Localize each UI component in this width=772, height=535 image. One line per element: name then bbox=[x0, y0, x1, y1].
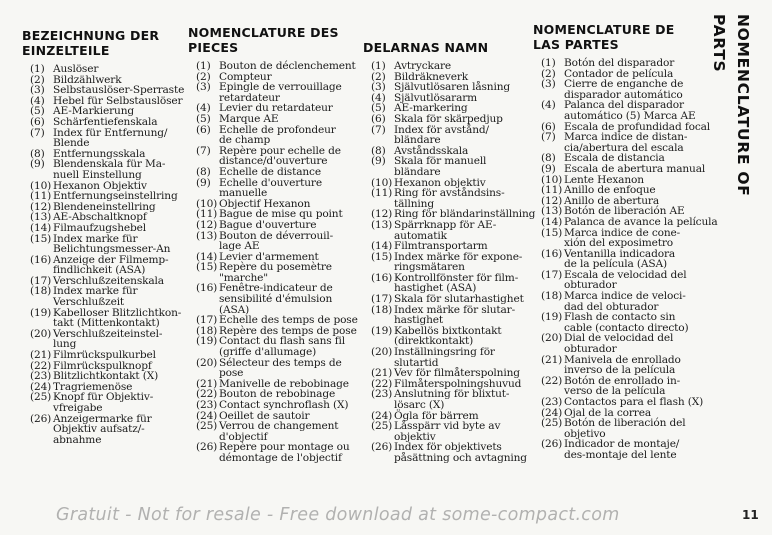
part-number: (8) bbox=[371, 144, 386, 157]
part-item bbox=[188, 125, 358, 146]
part-number: (5) bbox=[196, 112, 211, 125]
part-number: (23) bbox=[30, 370, 52, 383]
part-item bbox=[533, 376, 718, 397]
part-name: Epingle de verrouillage retardateur bbox=[219, 81, 342, 104]
part-number: (20) bbox=[196, 356, 218, 369]
part-number: (18) bbox=[196, 324, 218, 337]
part-name: Hexanon objektiv bbox=[394, 176, 486, 189]
part-name: Objectif Hexanon bbox=[219, 197, 311, 210]
part-name: Låsspärr vid byte av objektiv bbox=[394, 420, 501, 443]
part-name: Ring för avståndsins- tällning bbox=[394, 187, 505, 210]
part-name: Repère pour echelle de distance/d'ouverture bbox=[219, 144, 341, 168]
part-number: (21) bbox=[541, 353, 563, 366]
part-name: Inställningsring för slutartid bbox=[394, 346, 495, 369]
part-item bbox=[533, 249, 718, 270]
part-number: (6) bbox=[371, 112, 386, 125]
part-number: (23) bbox=[371, 388, 393, 401]
part-number: (3) bbox=[541, 78, 556, 91]
part-number: (4) bbox=[541, 99, 556, 112]
part-number: (21) bbox=[30, 349, 52, 362]
part-item bbox=[188, 231, 358, 252]
part-number: (9) bbox=[541, 162, 556, 175]
part-number: (2) bbox=[371, 70, 386, 83]
part-number: (20) bbox=[30, 327, 52, 340]
part-name: Levier d'armement bbox=[219, 250, 319, 263]
part-number: (21) bbox=[196, 377, 218, 390]
part-number: (4) bbox=[196, 102, 211, 115]
part-name: Spärrknapp för AE- automatik bbox=[394, 218, 497, 242]
part-item bbox=[533, 270, 718, 291]
part-number: (26) bbox=[30, 412, 52, 425]
part-name: Självutlösaren låsning bbox=[394, 81, 511, 94]
part-number: (14) bbox=[541, 215, 563, 228]
part-number: (15) bbox=[196, 261, 218, 274]
part-number: (19) bbox=[541, 311, 563, 324]
part-name: Verrou de changement d'objectif bbox=[219, 420, 339, 443]
part-item bbox=[22, 308, 184, 329]
part-number: (23) bbox=[196, 399, 218, 411]
part-name: Kabelloser Blitzlichtkon- takt (Mittenkontakt) bbox=[53, 306, 182, 330]
part-name: Skala för slutarhastighet bbox=[394, 293, 524, 306]
part-number: (9) bbox=[30, 158, 45, 171]
part-number: (5) bbox=[371, 102, 386, 115]
part-item bbox=[363, 326, 535, 347]
part-number: (10) bbox=[371, 176, 393, 189]
part-number: (1) bbox=[30, 63, 45, 75]
part-name: Index för objektivets påsättning och avtagning bbox=[394, 441, 527, 464]
part-name: Index märke för slutar- hastighet bbox=[394, 303, 516, 327]
part-name: Bague d'ouverture bbox=[219, 218, 317, 231]
part-number: (14) bbox=[196, 250, 218, 263]
part-name: Hexanon Objektiv bbox=[53, 179, 147, 192]
part-name: Indicador de montaje/ des-montaje del lente bbox=[564, 438, 680, 461]
part-number: (19) bbox=[196, 335, 218, 348]
part-name: Anillo de abertura bbox=[564, 194, 659, 207]
french-parts-list bbox=[188, 61, 358, 464]
part-name: Marca indice de distan- cia/abertura del escala bbox=[564, 131, 688, 154]
part-item bbox=[363, 389, 535, 410]
part-name: AE-Abschaltknopf bbox=[53, 211, 147, 224]
part-name: Palanca de avance la película bbox=[564, 215, 718, 228]
part-number: (20) bbox=[541, 332, 563, 345]
part-number: (17) bbox=[541, 268, 563, 281]
part-name: Anillo de enfoque bbox=[564, 184, 656, 197]
part-number: (3) bbox=[30, 84, 45, 97]
part-name: Blitzlichtkontakt (X) bbox=[53, 370, 159, 383]
part-name: Anslutning för blixtut- lösarc (X) bbox=[394, 388, 510, 411]
part-number: (22) bbox=[30, 359, 52, 372]
part-number: (6) bbox=[541, 120, 556, 133]
part-number: (21) bbox=[371, 367, 393, 380]
part-number: (16) bbox=[196, 282, 218, 295]
part-name: Botón de liberación AE bbox=[564, 205, 685, 218]
part-number: (18) bbox=[541, 290, 563, 303]
part-name: Botón del disparador bbox=[564, 57, 675, 69]
spanish-parts-list bbox=[533, 58, 718, 461]
part-number: (13) bbox=[196, 229, 218, 242]
part-number: (15) bbox=[371, 250, 393, 263]
german-parts-list bbox=[22, 64, 184, 445]
part-name: Manivela de enrollado inverso de la película bbox=[564, 353, 681, 377]
part-name: Oeillet de sautoir bbox=[219, 409, 310, 422]
french-heading: NOMENCLATURE DES PIECES bbox=[188, 25, 339, 55]
part-name: Flash de contacto sin cable (contacto directo) bbox=[564, 311, 689, 334]
part-number: (8) bbox=[30, 147, 45, 160]
part-item bbox=[533, 418, 718, 439]
part-name: Index för avstånd/ bländare bbox=[394, 123, 489, 147]
part-number: (12) bbox=[196, 218, 218, 231]
part-number: (16) bbox=[30, 253, 52, 266]
swedish-heading: DELARNAS NAMN bbox=[363, 40, 489, 55]
part-name: AE-markering bbox=[394, 102, 468, 115]
part-item bbox=[188, 283, 358, 315]
part-name: Skala för skärpedjup bbox=[394, 112, 503, 125]
part-number: (22) bbox=[196, 388, 218, 401]
part-item bbox=[363, 220, 535, 241]
part-number: (9) bbox=[196, 176, 211, 189]
part-item bbox=[22, 159, 184, 180]
part-number: (25) bbox=[541, 417, 563, 430]
part-number: (13) bbox=[371, 218, 393, 231]
part-number: (8) bbox=[541, 152, 556, 165]
part-name: Echelle de distance bbox=[219, 165, 321, 178]
part-item bbox=[363, 305, 535, 326]
part-number: (24) bbox=[30, 380, 52, 393]
part-name: Escala de profundidad focal bbox=[564, 120, 711, 133]
part-number: (22) bbox=[371, 377, 393, 390]
part-name: Palanca del disparador automático (5) Marca AE bbox=[564, 99, 696, 122]
part-number: (14) bbox=[371, 240, 393, 253]
part-name: AE-Markierung bbox=[53, 105, 135, 118]
part-number: (12) bbox=[541, 194, 563, 207]
part-item bbox=[188, 442, 358, 463]
part-number: (2) bbox=[196, 70, 211, 83]
part-name: Botón de liberación del objetivo bbox=[564, 417, 686, 440]
part-number: (15) bbox=[541, 226, 563, 239]
part-number: (24) bbox=[196, 409, 218, 422]
part-number: (4) bbox=[30, 94, 45, 107]
part-name: Index für Entfernung/ Blende bbox=[53, 126, 168, 150]
part-number: (1) bbox=[541, 57, 556, 69]
part-number: (18) bbox=[371, 303, 393, 316]
part-number: (11) bbox=[30, 190, 52, 203]
part-item bbox=[363, 421, 535, 442]
part-item bbox=[188, 82, 358, 103]
part-number: (18) bbox=[30, 285, 52, 298]
part-item bbox=[533, 79, 718, 100]
part-name: Escala de abertura manual bbox=[564, 162, 706, 175]
part-name: Bague de mise qu point bbox=[219, 208, 343, 221]
part-number: (12) bbox=[371, 208, 393, 221]
part-item bbox=[533, 355, 718, 376]
part-item bbox=[188, 336, 358, 357]
part-name: Avtryckare bbox=[394, 60, 452, 72]
side-title: NOMENCLATURE OF PARTS bbox=[710, 14, 752, 197]
part-name: Ögla för bärrem bbox=[394, 409, 479, 422]
part-name: Compteur bbox=[219, 70, 272, 83]
part-number: (19) bbox=[371, 324, 393, 337]
swedish-parts-list bbox=[363, 61, 535, 464]
part-name: Repère des temps de pose bbox=[219, 324, 357, 337]
german-heading: BEZEICHNUNG DER EINZELTEILE bbox=[22, 28, 160, 58]
part-number: (10) bbox=[30, 179, 52, 192]
part-name: Repère du posemètre "marche" bbox=[219, 261, 332, 284]
part-item bbox=[188, 262, 358, 283]
part-number: (12) bbox=[30, 200, 52, 213]
part-name: Bouton de déclenchement bbox=[219, 60, 356, 72]
part-item bbox=[363, 252, 535, 273]
part-name: Cierre de enganche de disparador automático bbox=[564, 78, 684, 101]
part-name: Bouton de déverrouil- lage AE bbox=[219, 229, 334, 253]
part-number: (7) bbox=[541, 131, 556, 144]
page-number: 11 bbox=[742, 508, 759, 522]
part-name: Contactos para el flash (X) bbox=[564, 396, 704, 408]
part-number: (10) bbox=[196, 197, 218, 210]
part-number: (3) bbox=[371, 81, 386, 94]
part-number: (16) bbox=[541, 247, 563, 260]
part-item bbox=[533, 312, 718, 333]
part-name: Index marke für Verschlußzeit bbox=[53, 285, 138, 309]
part-name: Echelle des temps de pose bbox=[219, 314, 358, 327]
part-item bbox=[533, 439, 718, 460]
part-name: Auslöser bbox=[53, 63, 99, 75]
part-name: Entfernungsskala bbox=[53, 147, 146, 160]
part-item bbox=[188, 358, 358, 379]
part-name: Filmtransportarm bbox=[394, 240, 488, 253]
part-number: (3) bbox=[196, 81, 211, 94]
part-name: Anzeigermarke für Objektiv aufsatz/- abnahme bbox=[53, 412, 152, 446]
part-number: (7) bbox=[30, 126, 45, 139]
part-item bbox=[188, 61, 358, 72]
part-number: (26) bbox=[196, 441, 218, 454]
part-name: Kabellös bixtkontakt (direktkontakt) bbox=[394, 324, 502, 348]
part-item bbox=[22, 414, 184, 446]
part-number: (16) bbox=[371, 271, 393, 284]
part-name: Självutlösararm bbox=[394, 91, 478, 104]
part-item bbox=[188, 146, 358, 167]
part-number: (24) bbox=[371, 409, 393, 422]
part-name: Ring för bländarinställning bbox=[394, 208, 536, 221]
part-item bbox=[22, 255, 184, 276]
part-item bbox=[533, 333, 718, 354]
part-name: Filmaufzugshebel bbox=[53, 221, 146, 234]
part-name: Echelle de profondeur de champ bbox=[219, 123, 336, 147]
part-name: Fenêtre-indicateur de sensibilité d'émulsion (ASA) bbox=[219, 282, 333, 316]
part-name: Levier du retardateur bbox=[219, 102, 333, 115]
part-number: (25) bbox=[30, 391, 52, 404]
part-name: Escala de velocidad del obturador bbox=[564, 268, 687, 292]
part-number: (26) bbox=[541, 438, 563, 451]
part-item bbox=[363, 156, 535, 177]
part-name: Vev för filmåterspolning bbox=[394, 367, 520, 380]
part-number: (14) bbox=[30, 221, 52, 234]
part-name: Tragriemenöse bbox=[53, 380, 133, 393]
part-name: Verschlußzeitenskala bbox=[53, 274, 164, 287]
part-name: Repère pour montage ou démontage de l'objectif bbox=[219, 441, 350, 464]
part-name: Escala de distancia bbox=[564, 152, 665, 165]
part-number: (6) bbox=[196, 123, 211, 136]
part-item bbox=[363, 125, 535, 146]
part-number: (10) bbox=[541, 173, 563, 186]
part-name: Marca indice de veloci- dad del obturador bbox=[564, 290, 686, 313]
part-number: (11) bbox=[196, 208, 218, 221]
part-item bbox=[22, 234, 184, 255]
part-number: (2) bbox=[30, 73, 45, 86]
part-item bbox=[363, 347, 535, 368]
part-name: Schärfentiefenskala bbox=[53, 115, 158, 128]
part-name: Skala för manuell bländare bbox=[394, 155, 487, 178]
part-name: Knopf für Objektiv- vfreigabe bbox=[53, 391, 154, 414]
part-number: (23) bbox=[541, 396, 563, 408]
part-name: Filmrückspulknopf bbox=[53, 359, 152, 372]
part-name: Lente Hexanon bbox=[564, 173, 644, 186]
part-number: (11) bbox=[371, 187, 393, 200]
part-number: (17) bbox=[30, 274, 52, 287]
part-number: (11) bbox=[541, 184, 563, 197]
part-number: (6) bbox=[30, 115, 45, 128]
part-number: (13) bbox=[541, 205, 563, 218]
part-name: Verschlußzeiteinstel- lung bbox=[53, 327, 163, 351]
part-item bbox=[188, 178, 358, 199]
part-item bbox=[188, 421, 358, 442]
part-number: (19) bbox=[30, 306, 52, 319]
part-number: (1) bbox=[196, 60, 211, 72]
part-number: (8) bbox=[196, 165, 211, 178]
part-number: (7) bbox=[371, 123, 386, 136]
part-number: (1) bbox=[371, 60, 386, 72]
part-name: Marca indice de cone- xión del exposimetro bbox=[564, 226, 681, 250]
part-name: Avståndsskala bbox=[394, 144, 469, 157]
part-number: (2) bbox=[541, 67, 556, 80]
part-name: Dial de velocidad del obturador bbox=[564, 332, 674, 356]
part-name: Hebel für Selbstauslöser bbox=[53, 94, 183, 107]
part-name: Filmåterspolningshuvud bbox=[394, 377, 522, 390]
part-number: (26) bbox=[371, 441, 393, 454]
part-number: (7) bbox=[196, 144, 211, 157]
part-number: (5) bbox=[30, 105, 45, 118]
part-item bbox=[533, 100, 718, 121]
part-item bbox=[22, 392, 184, 413]
part-item bbox=[22, 286, 184, 307]
spanish-heading: NOMENCLATURE DE LAS PARTES bbox=[533, 22, 675, 52]
part-item bbox=[22, 329, 184, 350]
part-number: (15) bbox=[30, 232, 52, 245]
part-item bbox=[533, 228, 718, 249]
part-number: (25) bbox=[196, 420, 218, 433]
part-number: (25) bbox=[371, 420, 393, 433]
part-name: Bildzählwerk bbox=[53, 73, 122, 86]
part-number: (9) bbox=[371, 155, 386, 168]
part-number: (20) bbox=[371, 346, 393, 359]
part-name: Index märke för expone- ringsmätaren bbox=[394, 250, 523, 274]
part-number: (17) bbox=[371, 293, 393, 306]
part-item bbox=[363, 273, 535, 294]
part-name: Entfernungseinstellring bbox=[53, 190, 178, 203]
part-name: Index marke für Belichtungsmesser-An bbox=[53, 232, 171, 256]
part-name: Selbstauslöser-Sperraste bbox=[53, 84, 185, 97]
part-name: Sélecteur des temps de pose bbox=[219, 356, 342, 380]
part-name: Contador de película bbox=[564, 67, 674, 80]
part-name: Bouton de rebobinage bbox=[219, 388, 336, 401]
part-name: Anzeige der Filmemp- findlichkeit (ASA) bbox=[53, 253, 169, 277]
watermark: Gratuit - Not for resale - Free download at some-compact.com bbox=[56, 505, 620, 525]
part-name: Marque AE bbox=[219, 112, 279, 125]
part-name: Contact synchroflash (X) bbox=[219, 399, 349, 411]
part-item bbox=[533, 291, 718, 312]
part-item bbox=[363, 188, 535, 209]
part-number: (24) bbox=[541, 406, 563, 419]
part-name: Botón de enrollado in- verso de la película bbox=[564, 374, 681, 398]
part-number: (4) bbox=[371, 91, 386, 104]
part-name: Ventanilla indicadora de la película (ASA) bbox=[564, 247, 676, 271]
part-name: Contact du flash sans fil (griffe d'allumage) bbox=[219, 335, 345, 359]
part-name: Manivelle de rebobinage bbox=[219, 377, 349, 390]
part-item bbox=[363, 442, 535, 463]
part-name: Kontrollfönster för film- hastighet (ASA) bbox=[394, 271, 519, 295]
part-name: Blendenskala für Ma- nuell Einstellung bbox=[53, 158, 166, 181]
part-name: Ojal de la correa bbox=[564, 406, 652, 419]
part-number: (22) bbox=[541, 374, 563, 387]
part-item bbox=[533, 132, 718, 153]
part-item bbox=[22, 128, 184, 149]
part-name: Blendeneinstellring bbox=[53, 200, 156, 213]
part-name: Filmrückspulkurbel bbox=[53, 349, 156, 362]
part-number: (13) bbox=[30, 211, 52, 224]
part-name: Echelle d'ouverture manuelle bbox=[219, 176, 322, 200]
part-number: (17) bbox=[196, 314, 218, 327]
part-name: Bildräkneverk bbox=[394, 70, 469, 83]
